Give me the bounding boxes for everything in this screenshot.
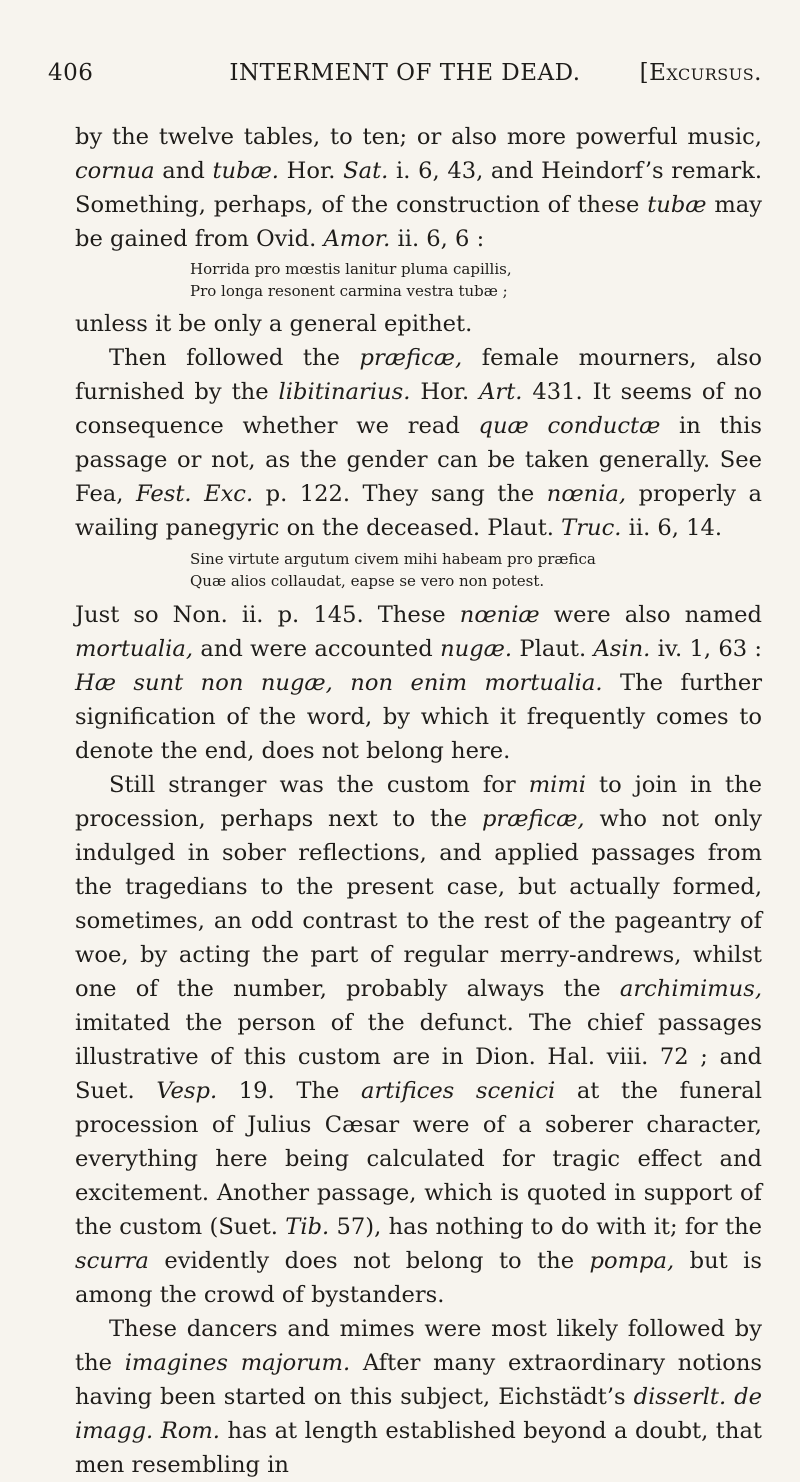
quote-line: Horrida pro mœstis lanitur pluma capillis, [190, 260, 512, 278]
paragraph: unless it be only a general epithet. [75, 311, 473, 337]
body-text [75, 120, 762, 1482]
quote-line: Sine virtute argutum civem mihi habeam pro præfica [190, 550, 596, 568]
paragraph: Just so Non. ii. p. 145. These nœniæ were also named mortualia, and were accounted nugæ. Plaut. Asin. iv. 1, 63 : Hæ sunt non nugæ, non enim mortualia. The further signification of the word, by which it frequently comes to denote the end, does not belong here. [75, 602, 763, 764]
paragraph: by the twelve tables, to ten; or also more powerful music, cornua and tubæ. Hor. Sat. i. 6, 43, and Heindorf’s remark. Something, perhaps, of the construction of these tubæ may be gained from Ovid. Amor. ii. 6, 6 : [75, 124, 763, 252]
page-number: 406 [48, 60, 94, 86]
quote-line: Quæ alios collaudat, eapse se vero non potest. [190, 571, 545, 590]
paragraph: Then followed the præficæ, female mourners, also furnished by the libitinarius. Hor. Art. 431. It seems of no consequence whether we read quæ conductæ in this passage or not, as the gender can be taken generally. See Fea, Fest. Exc. p. 122. They sang the nœnia, properly a wailing panegyric on the deceased. Plaut. Truc. ii. 6, 14. [75, 345, 762, 541]
paragraph: Still stranger was the custom for mimi to join in the procession, perhaps next to the præficæ, who not only indulged in sober reflections, and applied passages from the tragedians to the present case, but actually formed, sometimes, an odd contrast to the rest of the pageantry of woe, by acting the part of regular merry-andrews, whilst one of the number, probably always the archimimus, imitated the person of the defunct. The chief passages illustrative of this custom are in Dion. Hal. viii. 72 ; and Suet. Vesp. 19. The artifices scenici at the funeral procession of Julius Cæsar were of a soberer character, everything here being calculated for tragic effect and excitement. Another passage, which is quoted in support of the custom (Suet. Tib. 57), has nothing to do with it; for the scurra evidently does not belong to the pompa, but is among the crowd of bystanders. [75, 772, 762, 1308]
verse-quotation [190, 545, 762, 598]
paragraph: These dancers and mimes were most likely followed by the imagines majorum. After many extraordinary notions having been started on this subject, Eichstädt’s disserlt. de imagg. Rom. has at length established beyond a doubt, that men resembling in [75, 1316, 762, 1478]
quote-line: Pro longa resonent carmina vestra tubæ ; [190, 281, 508, 300]
verse-quotation [190, 256, 762, 307]
running-header [48, 60, 762, 100]
running-title: INTERMENT OF THE DEAD. [229, 60, 581, 86]
section-label: [Excursus. [639, 60, 762, 86]
